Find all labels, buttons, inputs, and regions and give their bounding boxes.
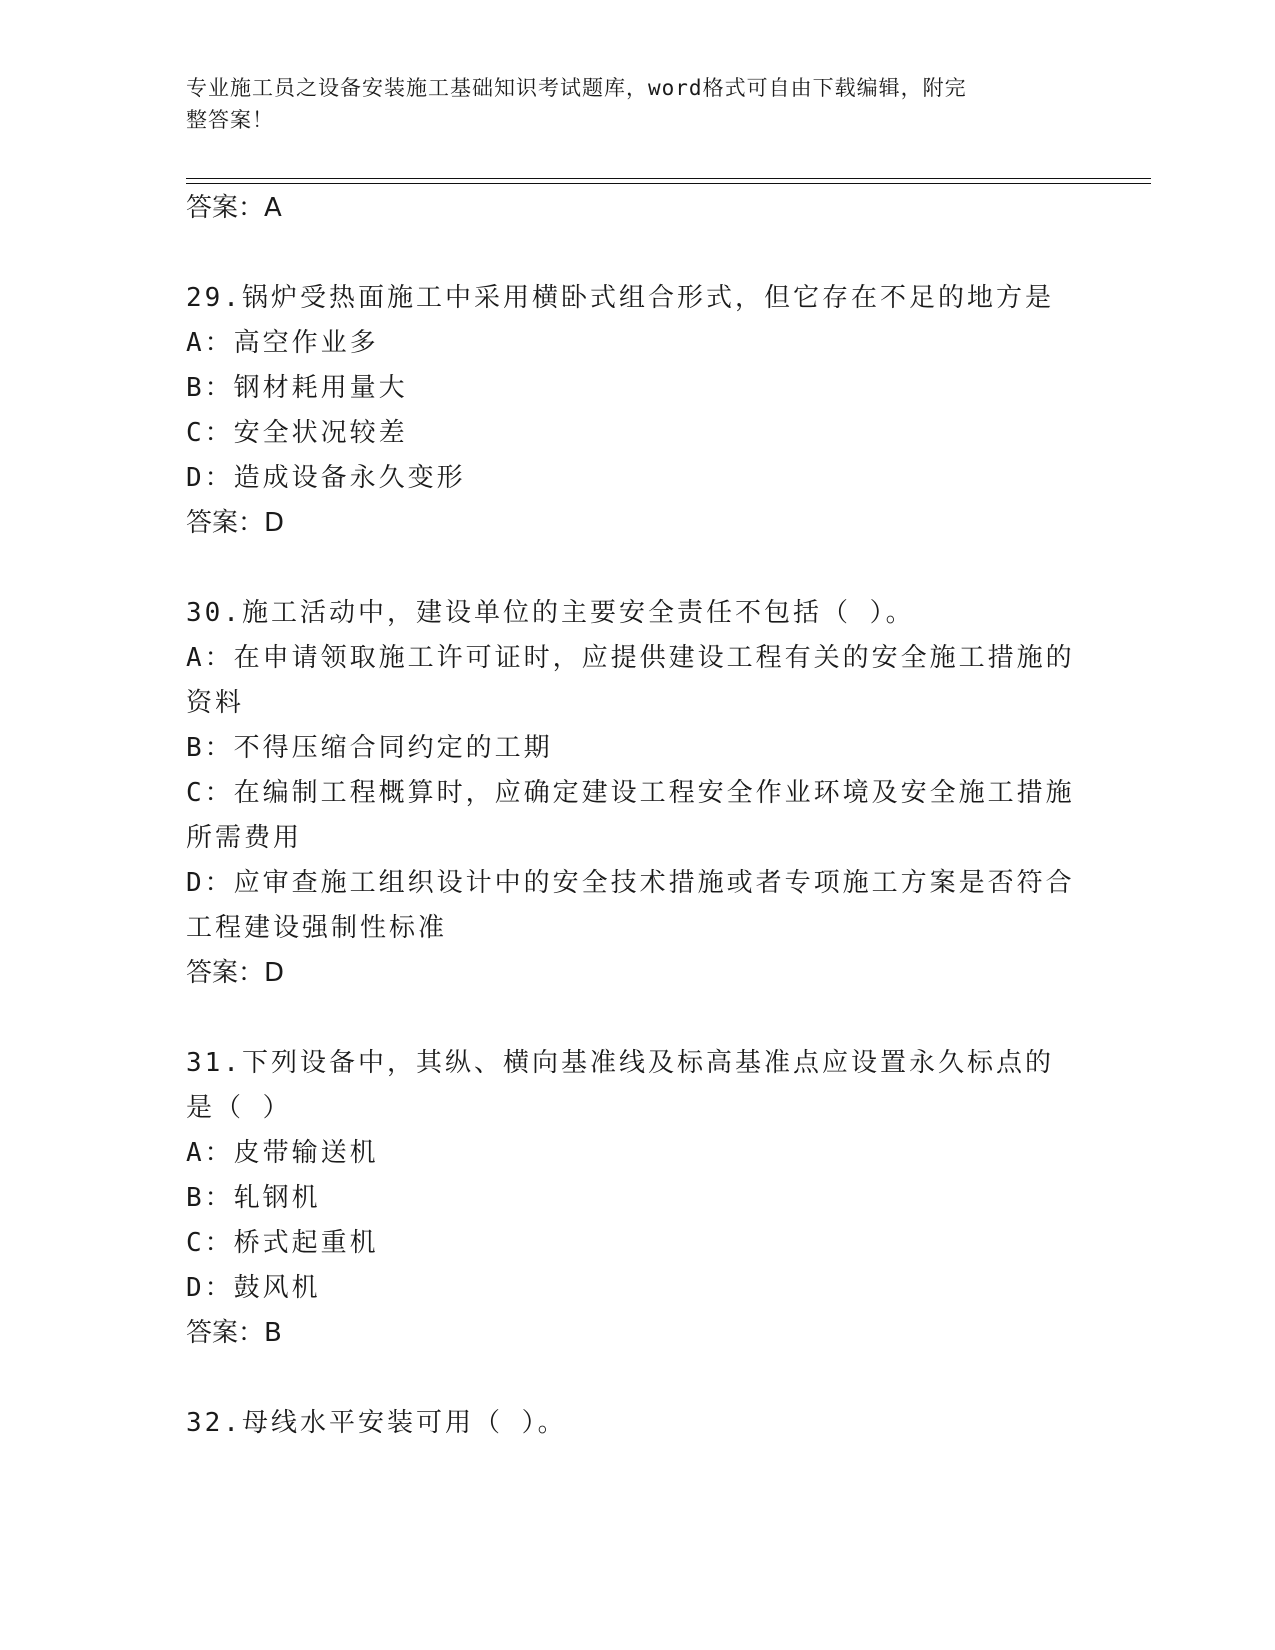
spacer: [186, 996, 1076, 1041]
option-a: A：在申请领取施工许可证时，应提供建设工程有关的安全施工措施的资料: [186, 643, 1075, 718]
question-31: [186, 1041, 1076, 1356]
document-header: [186, 72, 1066, 136]
header-divider-top: [186, 178, 1151, 179]
header-divider-bottom: [186, 183, 1151, 184]
answer-line: 答案：B: [186, 1318, 282, 1348]
option-a: A：皮带输送机: [186, 1138, 379, 1168]
option-b: B：钢材耗用量大: [186, 373, 408, 403]
option-a: A：高空作业多: [186, 328, 379, 358]
spacer: [186, 1356, 1076, 1401]
option-d: D：应审查施工组织设计中的安全技术措施或者专项施工方案是否符合工程建设强制性标准: [186, 868, 1075, 943]
question-stem: 29.锅炉受热面施工中采用横卧式组合形式，但它存在不足的地方是: [186, 283, 1054, 313]
answer-line: 答案：D: [186, 508, 285, 538]
option-c: C：安全状况较差: [186, 418, 408, 448]
spacer: [186, 546, 1076, 591]
question-stem: 30.施工活动中，建设单位的主要安全责任不包括（ ）。: [186, 598, 915, 628]
answer-line: 答案：A: [186, 193, 282, 223]
header-line-1: 专业施工员之设备安装施工基础知识考试题库，word格式可自由下载编辑，附完: [186, 76, 967, 100]
question-32: [186, 1401, 1076, 1446]
option-c: C：桥式起重机: [186, 1228, 379, 1258]
question-30: [186, 591, 1076, 996]
question-stem: 31.下列设备中，其纵、横向基准线及标高基准点应设置永久标点的是（ ）: [186, 1048, 1054, 1123]
header-line-2: 整答案！: [186, 108, 274, 132]
option-c: C：在编制工程概算时，应确定建设工程安全作业环境及安全施工措施所需费用: [186, 778, 1075, 853]
option-b: B：不得压缩合同约定的工期: [186, 733, 553, 763]
question-29: [186, 276, 1076, 546]
option-d: D：造成设备永久变形: [186, 463, 466, 493]
question-stem: 32.母线水平安装可用（ ）。: [186, 1408, 567, 1438]
option-d: D：鼓风机: [186, 1273, 321, 1303]
spacer: [186, 231, 1076, 276]
option-b: B：轧钢机: [186, 1183, 321, 1213]
answer-line: 答案：D: [186, 958, 285, 988]
question-list: [186, 186, 1076, 1446]
